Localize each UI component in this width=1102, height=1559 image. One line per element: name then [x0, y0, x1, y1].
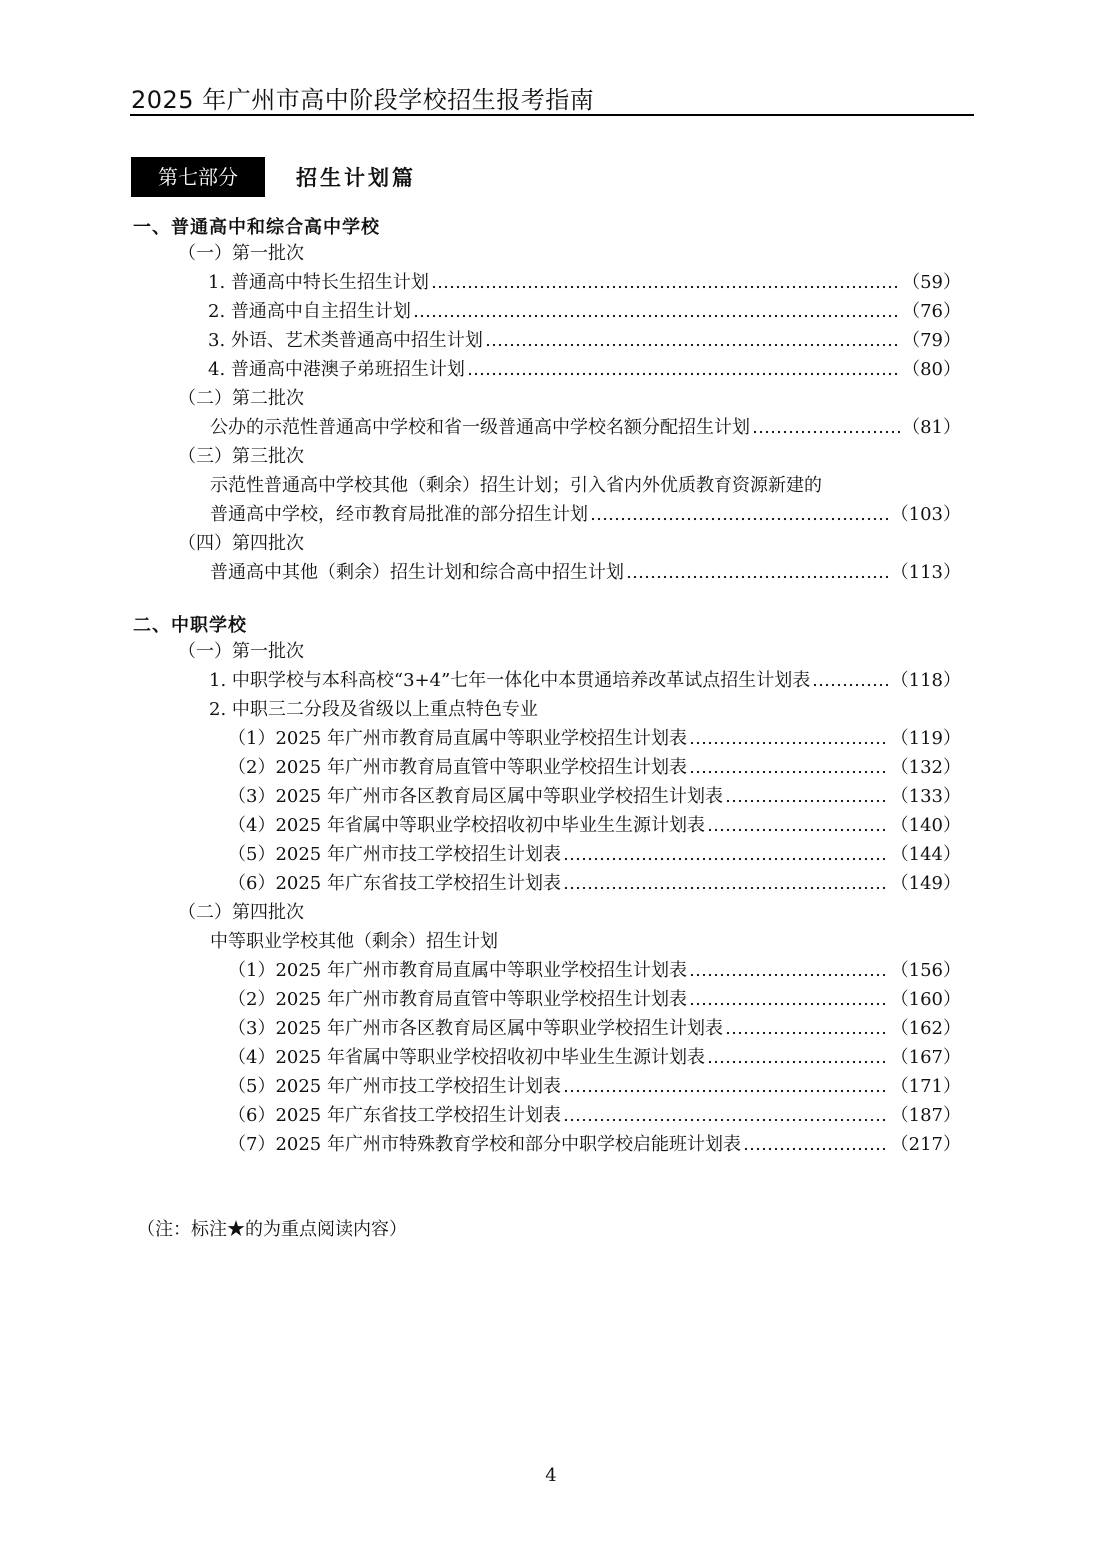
page-number: 4 [545, 1465, 557, 1486]
toc-entry[interactable] [228, 726, 961, 752]
toc-entry-page: （80） [902, 359, 961, 380]
toc-entry[interactable] [228, 958, 961, 984]
toc-entry[interactable] [228, 755, 961, 781]
toc-entry[interactable] [228, 784, 961, 810]
leader-dots [413, 305, 900, 319]
toc-entry[interactable] [228, 1132, 961, 1158]
batch-label: （一）第一批次 [178, 641, 304, 662]
toc-entry-text: （1）2025 年广州市教育局直属中等职业学校招生计划表 [228, 960, 687, 981]
toc-entry[interactable] [209, 668, 961, 694]
toc-entry-page: （167） [890, 1047, 961, 1068]
toc-entry-text: （5）2025 年广州市技工学校招生计划表 [228, 844, 561, 865]
leader-dots [563, 1080, 889, 1094]
toc-entry[interactable] [228, 987, 961, 1013]
toc-entry[interactable] [228, 1103, 961, 1129]
toc-entry[interactable] [228, 842, 961, 868]
toc-entry-text: 2. 普通高中自主招生计划 [208, 301, 411, 322]
leader-dots [707, 1051, 889, 1065]
toc-entry-text: （1）2025 年广州市教育局直属中等职业学校招生计划表 [228, 728, 687, 749]
toc-entry-page: （119） [890, 728, 961, 749]
toc-entry[interactable] [228, 1045, 961, 1071]
toc-entry-page: （118） [890, 670, 961, 691]
toc-entry-text: （5）2025 年广州市技工学校招生计划表 [228, 1076, 561, 1097]
leader-dots [563, 1109, 889, 1123]
toc-entry-text: （6）2025 年广东省技工学校招生计划表 [228, 1105, 561, 1126]
toc-entry-text: 4. 普通高中港澳子弟班招生计划 [208, 359, 465, 380]
toc-entry-page: （103） [890, 504, 961, 525]
toc-entry-text: （4）2025 年省属中等职业学校招收初中毕业生生源计划表 [228, 1047, 705, 1068]
toc-entry-text: （2）2025 年广州市教育局直管中等职业学校招生计划表 [228, 989, 687, 1010]
leader-dots [707, 819, 889, 833]
toc-entry[interactable] [228, 871, 961, 897]
footnote: （注：标注★的为重点阅读内容） [137, 1219, 407, 1240]
toc-entry-text: （4）2025 年省属中等职业学校招收初中毕业生生源计划表 [228, 815, 705, 836]
leader-dots [626, 566, 889, 580]
leader-dots [689, 964, 889, 978]
toc-entry[interactable] [210, 415, 961, 441]
leader-dots [689, 993, 889, 1007]
leader-dots [725, 1022, 889, 1036]
leader-dots [689, 732, 889, 746]
toc-entry-text: 3. 外语、艺术类普通高中招生计划 [208, 330, 483, 351]
leader-dots [563, 848, 889, 862]
toc-entry-page: （133） [890, 786, 961, 807]
toc-entry-page: （217） [890, 1134, 961, 1155]
batch-label: （一）第一批次 [178, 243, 304, 264]
toc-entry-text: （3）2025 年广州市各区教育局区属中等职业学校招生计划表 [228, 1018, 723, 1039]
leader-dots [689, 761, 889, 775]
leader-dots [812, 674, 888, 688]
toc-entry-page: （162） [890, 1018, 961, 1039]
toc-entry[interactable] [210, 502, 961, 528]
toc-entry-text: （6）2025 年广东省技工学校招生计划表 [228, 873, 561, 894]
leader-dots [485, 334, 900, 348]
toc-entry-page: （132） [890, 757, 961, 778]
toc-entry[interactable] [210, 560, 961, 586]
toc-entry-page: （149） [890, 873, 961, 894]
toc-entry[interactable] [208, 299, 961, 325]
toc-entry-page: （79） [902, 330, 961, 351]
toc-entry-text-line: 示范性普通高中学校其他（剩余）招生计划；引入省内外优质教育资源新建的 [210, 475, 822, 496]
toc-entry[interactable] [208, 357, 961, 383]
toc-entry-text: （2）2025 年广州市教育局直管中等职业学校招生计划表 [228, 757, 687, 778]
subsection-label: 2. 中职三二分段及省级以上重点特色专业 [209, 699, 538, 720]
toc-entry-page: （144） [890, 844, 961, 865]
toc-entry-page: （113） [890, 562, 961, 583]
subsection-label: 中等职业学校其他（剩余）招生计划 [210, 931, 498, 952]
toc-entry-text: 普通高中其他（剩余）招生计划和综合高中招生计划 [210, 562, 624, 583]
toc-entry-page: （140） [890, 815, 961, 836]
leader-dots [590, 508, 889, 522]
section-heading-vocational-school: 二、中职学校 [133, 615, 247, 636]
toc-entry-page: （76） [902, 301, 961, 322]
toc-entry-page: （59） [902, 272, 961, 293]
leader-dots [563, 877, 889, 891]
toc-entry-text: 1. 普通高中特长生招生计划 [208, 272, 429, 293]
part-title: 招生计划篇 [296, 166, 416, 190]
toc-entry[interactable] [228, 1074, 961, 1100]
toc-entry-page: （171） [890, 1076, 961, 1097]
toc-entry-page: （187） [890, 1105, 961, 1126]
leader-dots [431, 276, 900, 290]
header-rule [130, 114, 974, 116]
toc-entry-text: （3）2025 年广州市各区教育局区属中等职业学校招生计划表 [228, 786, 723, 807]
toc-entry-text: （7）2025 年广州市特殊教育学校和部分中职学校启能班计划表 [228, 1134, 741, 1155]
leader-dots [752, 421, 900, 435]
batch-label: （四）第四批次 [178, 533, 304, 554]
toc-entry-page: （156） [890, 960, 961, 981]
toc-entry[interactable] [228, 1016, 961, 1042]
toc-entry-text: 公办的示范性普通高中学校和省一级普通高中学校名额分配招生计划 [210, 417, 750, 438]
toc-entry-text: 普通高中学校，经市教育局批准的部分招生计划 [210, 504, 588, 525]
leader-dots [725, 790, 889, 804]
batch-label: （二）第二批次 [178, 388, 304, 409]
toc-entry-page: （160） [890, 989, 961, 1010]
toc-entry[interactable] [208, 270, 961, 296]
document-header-title: 2025 年广州市高中阶段学校招生报考指南 [131, 86, 595, 114]
toc-entry[interactable] [228, 813, 961, 839]
toc-entry[interactable] [208, 328, 961, 354]
part-label: 第七部分 [131, 157, 265, 197]
leader-dots [743, 1138, 889, 1152]
toc-entry-page: （81） [902, 417, 961, 438]
toc-entry-text: 1. 中职学校与本科高校“3+4”七年一体化中本贯通培养改革试点招生计划表 [209, 670, 811, 691]
leader-dots [467, 363, 900, 377]
batch-label: （二）第四批次 [178, 902, 304, 923]
batch-label: （三）第三批次 [178, 446, 304, 467]
section-heading-general-high-school: 一、普通高中和综合高中学校 [133, 217, 380, 238]
